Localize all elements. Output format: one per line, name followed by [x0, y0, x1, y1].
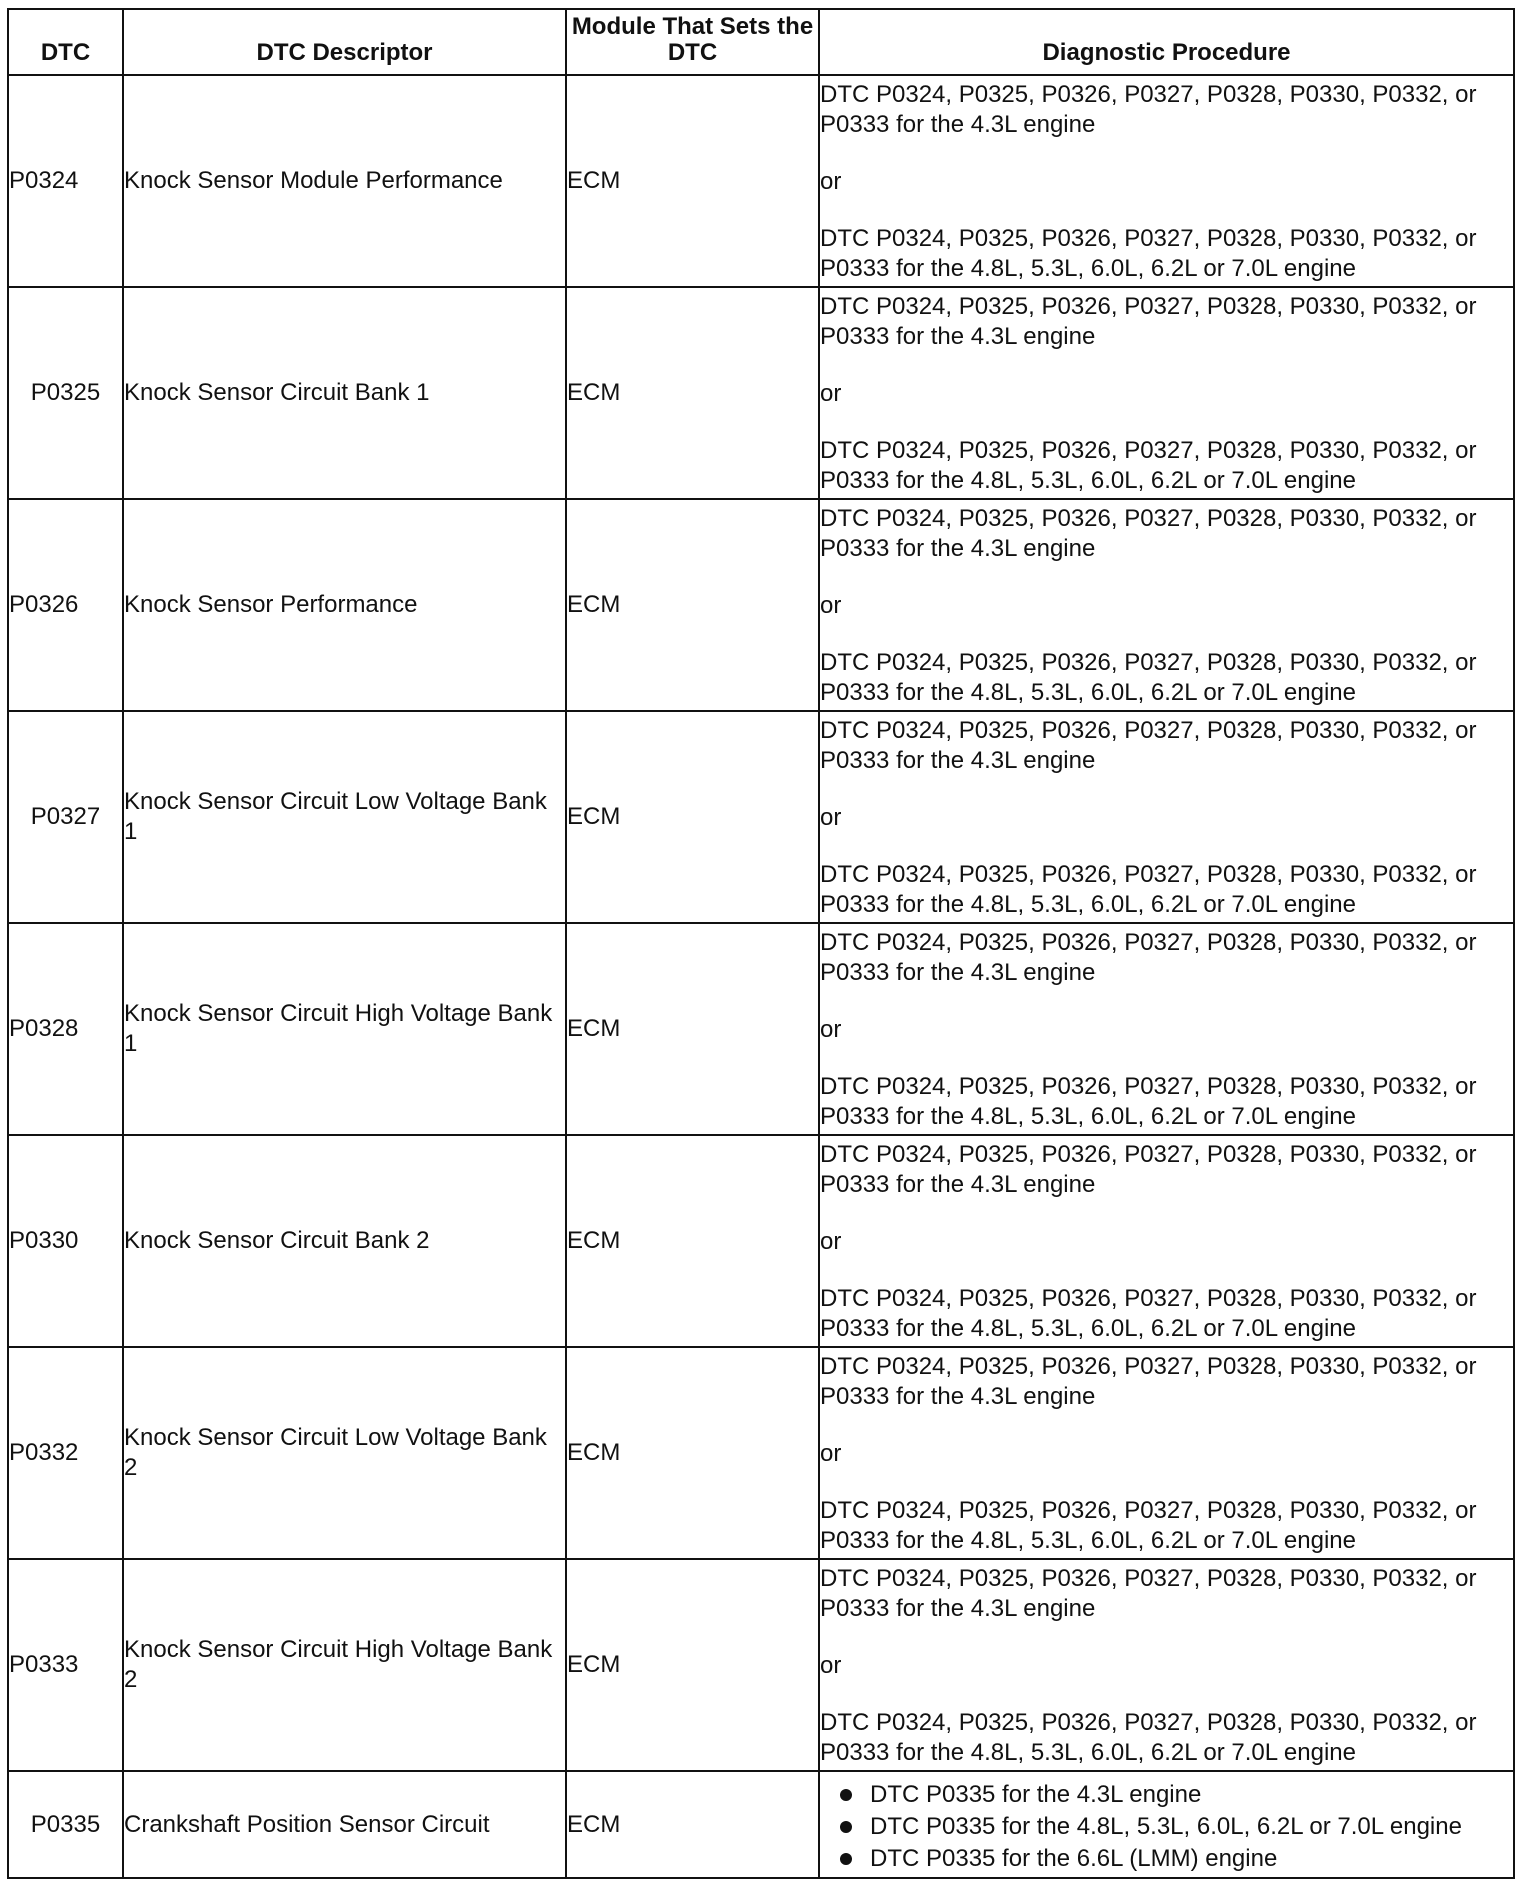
procedure-link-4.3l[interactable]: DTC P0324, P0325, P0326, P0327, P0328, P0330, P0332, or P0333 for the 4.3L engine [820, 505, 1477, 562]
table-row [8, 923, 1514, 1135]
procedure-link-4.3l[interactable]: DTC P0324, P0325, P0326, P0327, P0328, P0330, P0332, or P0333 for the 4.3L engine [820, 81, 1477, 138]
procedure-link-4.3l[interactable]: DTC P0324, P0325, P0326, P0327, P0328, P0330, P0332, or P0333 for the 4.3L engine [820, 1353, 1477, 1410]
diagnostic-procedure [819, 287, 1514, 499]
bullet-icon [840, 1821, 852, 1833]
dtc-code: P0333 [8, 1559, 123, 1771]
procedure-link-4.3l[interactable]: DTC P0324, P0325, P0326, P0327, P0328, P0330, P0332, or P0333 for the 4.3L engine [820, 1141, 1477, 1198]
procedure-link-v8[interactable]: DTC P0324, P0325, P0326, P0327, P0328, P0330, P0332, or P0333 for the 4.8L, 5.3L, 6.0L, 6.2L or 7.0L engine [820, 1497, 1477, 1554]
dtc-code: P0328 [8, 923, 123, 1135]
diagnostic-procedure [819, 1771, 1514, 1878]
table-row [8, 499, 1514, 711]
diagnostic-procedure [819, 1135, 1514, 1347]
procedure-bullet-list [820, 1775, 1513, 1875]
procedure-link-4.3l[interactable]: DTC P0324, P0325, P0326, P0327, P0328, P0330, P0332, or P0333 for the 4.3L engine [820, 293, 1477, 350]
procedure-or: or [820, 804, 842, 831]
header-module: Module That Sets the DTC [566, 9, 819, 75]
table-header-row [8, 9, 1514, 75]
table-row [8, 1771, 1514, 1878]
procedure-link-v8[interactable]: DTC P0324, P0325, P0326, P0327, P0328, P0330, P0332, or P0333 for the 4.8L, 5.3L, 6.0L, 6.2L or 7.0L engine [820, 649, 1477, 706]
module-name: ECM [566, 1771, 819, 1878]
dtc-descriptor: Knock Sensor Circuit Bank 1 [123, 287, 566, 499]
diagnostic-procedure [819, 711, 1514, 923]
header-dtc: DTC [8, 9, 123, 75]
dtc-table [7, 8, 1515, 1879]
procedure-link-v8[interactable]: DTC P0324, P0325, P0326, P0327, P0328, P0330, P0332, or P0333 for the 4.8L, 5.3L, 6.0L, 6.2L or 7.0L engine [820, 1709, 1477, 1766]
module-name: ECM [566, 711, 819, 923]
header-descriptor: DTC Descriptor [123, 9, 566, 75]
dtc-code: P0324 [8, 75, 123, 287]
dtc-code: P0330 [8, 1135, 123, 1347]
procedure-or: or [820, 592, 842, 619]
procedure-link-v8[interactable]: DTC P0324, P0325, P0326, P0327, P0328, P0330, P0332, or P0333 for the 4.8L, 5.3L, 6.0L, 6.2L or 7.0L engine [820, 1073, 1477, 1130]
diagnostic-procedure [819, 1347, 1514, 1559]
module-name: ECM [566, 75, 819, 287]
procedure-or: or [820, 1652, 842, 1679]
dtc-descriptor: Knock Sensor Module Performance [123, 75, 566, 287]
module-name: ECM [566, 287, 819, 499]
bullet-icon [840, 1789, 852, 1801]
diagnostic-procedure [819, 75, 1514, 287]
procedure-link[interactable]: DTC P0335 for the 4.8L, 5.3L, 6.0L, 6.2L or 7.0L engine [870, 1812, 1462, 1840]
dtc-code: P0326 [8, 499, 123, 711]
procedure-link-4.3l[interactable]: DTC P0324, P0325, P0326, P0327, P0328, P0330, P0332, or P0333 for the 4.3L engine [820, 929, 1477, 986]
procedure-link-4.3l[interactable]: DTC P0324, P0325, P0326, P0327, P0328, P0330, P0332, or P0333 for the 4.3L engine [820, 717, 1477, 774]
procedure-link-v8[interactable]: DTC P0324, P0325, P0326, P0327, P0328, P0330, P0332, or P0333 for the 4.8L, 5.3L, 6.0L, 6.2L or 7.0L engine [820, 437, 1477, 494]
module-name: ECM [566, 1135, 819, 1347]
dtc-descriptor: Knock Sensor Circuit Low Voltage Bank 1 [123, 711, 566, 923]
list-item [840, 1779, 1513, 1811]
procedure-link-v8[interactable]: DTC P0324, P0325, P0326, P0327, P0328, P0330, P0332, or P0333 for the 4.8L, 5.3L, 6.0L, 6.2L or 7.0L engine [820, 861, 1477, 918]
procedure-or: or [820, 1228, 842, 1255]
procedure-link[interactable]: DTC P0335 for the 6.6L (LMM) engine [870, 1844, 1278, 1872]
dtc-descriptor: Knock Sensor Performance [123, 499, 566, 711]
procedure-link[interactable]: DTC P0335 for the 4.3L engine [870, 1780, 1202, 1808]
procedure-or: or [820, 1440, 842, 1467]
table-row [8, 1559, 1514, 1771]
procedure-or: or [820, 168, 842, 195]
dtc-code: P0325 [8, 287, 123, 499]
dtc-descriptor: Knock Sensor Circuit High Voltage Bank 1 [123, 923, 566, 1135]
dtc-descriptor: Crankshaft Position Sensor Circuit [123, 1771, 566, 1878]
table-row [8, 1347, 1514, 1559]
header-procedure: Diagnostic Procedure [819, 9, 1514, 75]
module-name: ECM [566, 1559, 819, 1771]
dtc-code: P0327 [8, 711, 123, 923]
table-row [8, 287, 1514, 499]
procedure-or: or [820, 380, 842, 407]
diagnostic-procedure [819, 923, 1514, 1135]
table-row [8, 1135, 1514, 1347]
dtc-code: P0335 [8, 1771, 123, 1878]
dtc-descriptor: Knock Sensor Circuit High Voltage Bank 2 [123, 1559, 566, 1771]
module-name: ECM [566, 923, 819, 1135]
procedure-link-v8[interactable]: DTC P0324, P0325, P0326, P0327, P0328, P0330, P0332, or P0333 for the 4.8L, 5.3L, 6.0L, 6.2L or 7.0L engine [820, 225, 1477, 282]
procedure-or: or [820, 1016, 842, 1043]
list-item [840, 1811, 1513, 1843]
diagnostic-procedure [819, 1559, 1514, 1771]
list-item [840, 1843, 1513, 1875]
bullet-icon [840, 1853, 852, 1865]
procedure-link-v8[interactable]: DTC P0324, P0325, P0326, P0327, P0328, P0330, P0332, or P0333 for the 4.8L, 5.3L, 6.0L, 6.2L or 7.0L engine [820, 1285, 1477, 1342]
procedure-link-4.3l[interactable]: DTC P0324, P0325, P0326, P0327, P0328, P0330, P0332, or P0333 for the 4.3L engine [820, 1565, 1477, 1622]
dtc-descriptor: Knock Sensor Circuit Low Voltage Bank 2 [123, 1347, 566, 1559]
diagnostic-procedure [819, 499, 1514, 711]
dtc-descriptor: Knock Sensor Circuit Bank 2 [123, 1135, 566, 1347]
table-row [8, 711, 1514, 923]
table-row [8, 75, 1514, 287]
dtc-code: P0332 [8, 1347, 123, 1559]
module-name: ECM [566, 499, 819, 711]
module-name: ECM [566, 1347, 819, 1559]
